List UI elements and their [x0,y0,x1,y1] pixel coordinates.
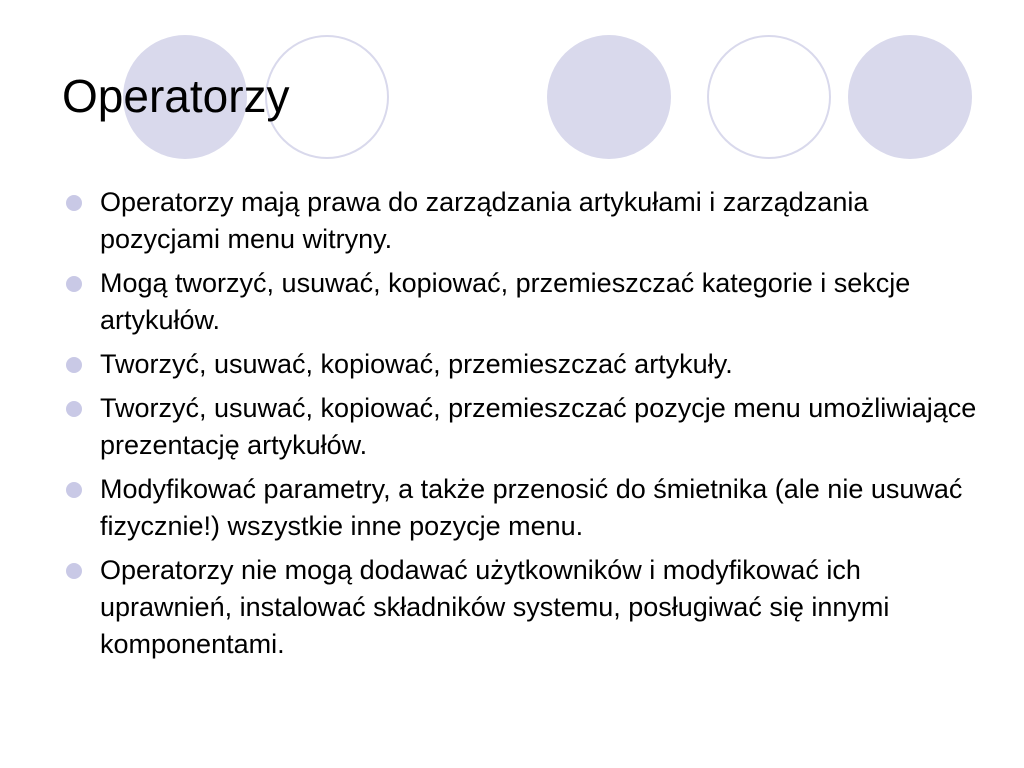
bullet-item [100,390,980,464]
bullet-text: Tworzyć, usuwać, kopiować, przemieszczać pozycje menu umożliwiające prezentację artykułów. [100,393,977,460]
bullet-text: Operatorzy mają prawa do zarządzania artykułami i zarządzania pozycjami menu witryny. [100,187,869,254]
bullet-item [100,265,980,339]
bullet-text: Tworzyć, usuwać, kopiować, przemieszczać artykuły. [100,349,733,379]
bullet-text: Operatorzy nie mogą dodawać użytkowników i modyfikować ich uprawnień, instalować składników systemu, posługiwać się innymi komponentami. [100,555,890,659]
bullet-text: Modyfikować parametry, a także przenosić do śmietnika (ale nie usuwać fizycznie!) wszystkie inne pozycje menu. [100,474,963,541]
bullet-item [100,184,980,258]
bullet-item [100,552,980,663]
bullet-dot-icon [66,276,82,292]
decorative-circle-outline [707,35,831,159]
bullet-dot-icon [66,401,82,417]
bullet-dot-icon [66,357,82,373]
decorative-circle-filled [547,35,671,159]
bullet-text: Mogą tworzyć, usuwać, kopiować, przemieszczać kategorie i sekcje artykułów. [100,268,911,335]
bullet-dot-icon [66,563,82,579]
bullet-list [100,184,980,670]
bullet-dot-icon [66,482,82,498]
decorative-circle-filled [848,35,972,159]
slide-title: Operatorzy [62,70,290,122]
bullet-item [100,471,980,545]
bullet-item [100,346,980,383]
bullet-dot-icon [66,195,82,211]
